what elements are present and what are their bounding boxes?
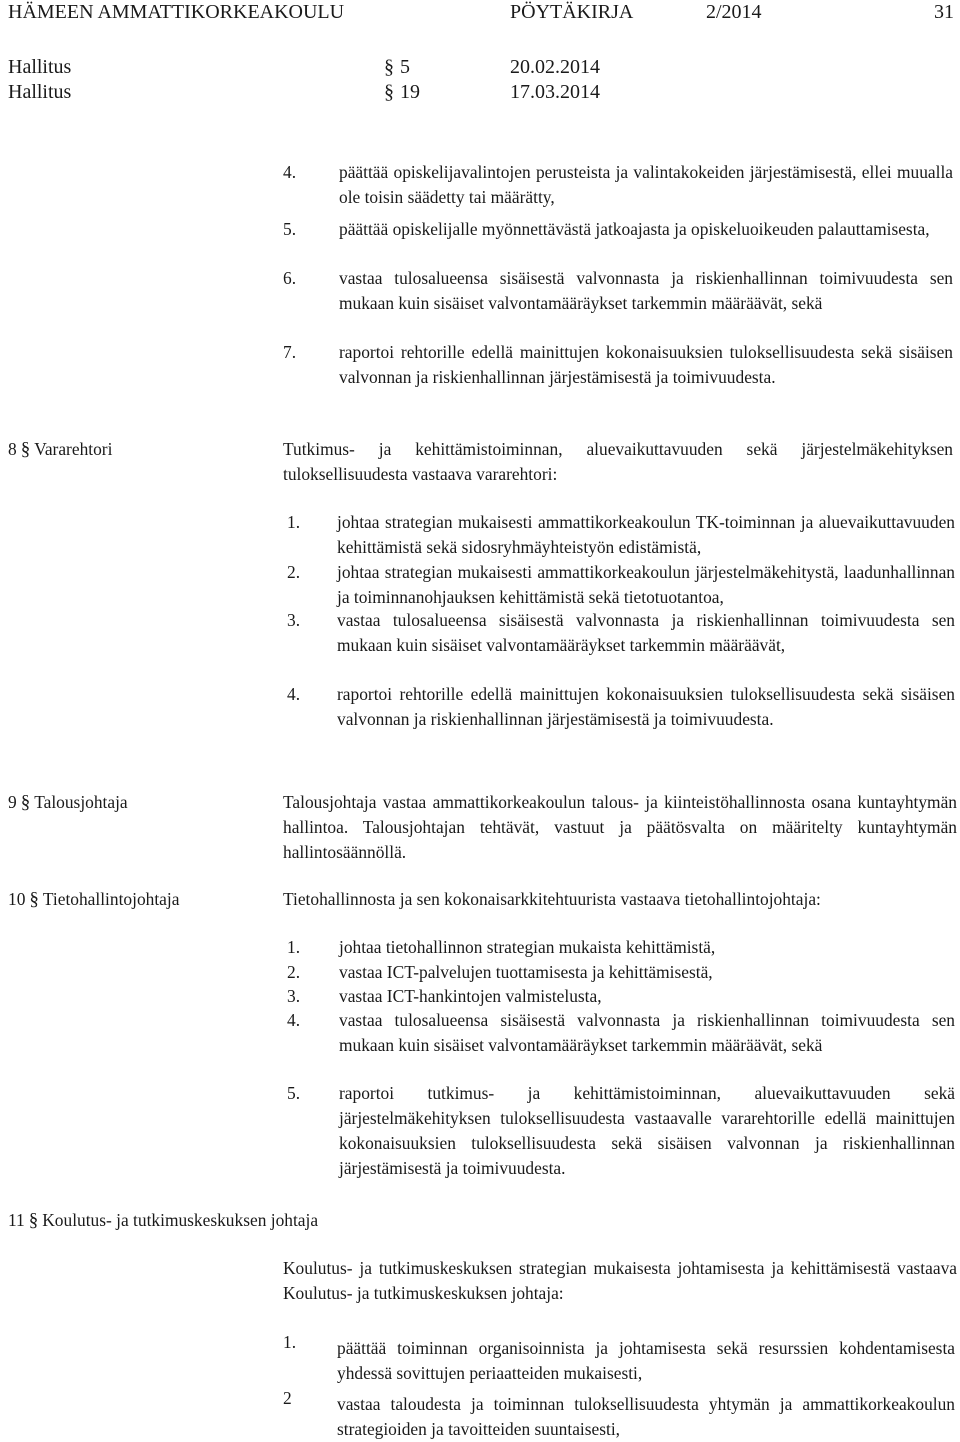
list-number: 6. — [283, 268, 297, 288]
section-heading-8 — [8, 437, 112, 462]
paragraph-mark: § — [384, 81, 394, 103]
section-text: Talousjohtaja vastaa ammattikorkeakoulun talous- ja kiinteistöhallinnosta osana kuntayhtymän hallintoa. Talousjohtajan tehtävät, vastuut ja päätösvalta on määritelty kuntayhtymän hallintosäännöllä. — [283, 792, 957, 862]
doc-type: PÖYTÄKIRJA — [510, 1, 634, 23]
section-title: Talousjohtaja — [34, 792, 128, 812]
list-item-text: raportoi rehtorille edellä mainittujen kokonaisuuksien tuloksellisuudesta sekä sisäisen valvonnan ja riskienhallinnan järjestämisestä ja toimivuudesta. — [339, 342, 953, 387]
list-number: 7. — [283, 342, 297, 362]
section-intro: Koulutus- ja tutkimuskeskuksen strategian mukaisesta johtamisesta ja kehittämisestä vastaava Koulutus- ja tutkimuskeskuksen johtaja: — [283, 1258, 957, 1303]
paragraph-mark: § — [20, 439, 31, 460]
meta-number: 19 — [400, 81, 420, 103]
list-item-text: vastaa tulosalueensa sisäisestä valvonnasta ja riskienhallinnan toimivuudesta sen mukaan kuin sisäiset valvontamääräykset tarkemmin määräävät, — [337, 610, 955, 655]
paragraph-mark: § — [28, 1210, 39, 1231]
section-heading-10 — [8, 887, 179, 912]
list-item-text: johtaa tietohallinnon strategian mukaista kehittämistä, — [339, 937, 716, 957]
meta-date: 20.02.2014 — [510, 56, 600, 78]
list-number: 5. — [283, 219, 297, 239]
page-number: 31 — [934, 1, 954, 23]
list-item-text: päättää opiskelijalle myönnettävästä jatkoajasta ja opiskeluoikeuden palauttamisesta, — [339, 219, 930, 239]
meta-number: 5 — [400, 56, 410, 78]
section-number: 10 — [8, 889, 26, 909]
list-number: 4. — [287, 1010, 301, 1030]
section-intro: Tutkimus- ja kehittämistoiminnan, aluevaikuttavuuden sekä järjestelmäkehityksen tuloksellisuudesta vastaava vararehtori: — [283, 439, 953, 484]
list-number: 2 — [283, 1388, 292, 1408]
list-number: 1. — [287, 937, 301, 957]
paragraph-mark: § — [29, 889, 39, 910]
section-number: 9 — [8, 792, 17, 812]
section-heading-11 — [8, 1208, 318, 1233]
section-heading-9 — [8, 790, 128, 815]
list-item-text: päättää opiskelijavalintojen perusteista ja valintakokeiden järjestämisestä, ellei muualla ole toisin säädetty tai määrätty, — [339, 162, 953, 207]
list-number: 1. — [283, 1332, 297, 1352]
list-item-text: raportoi tutkimus- ja kehittämistoiminnan, aluevaikuttavuuden sekä järjestelmäkehityksen tuloksellisuudesta vastaavalle vararehtorille edellä mainittujen kokonaisuuksien tuloksellisuudesta sekä sisäisen valvonnan ja riskienhallinnan järjestämisestä ja toimivuudesta. — [339, 1083, 955, 1178]
list-item-text: vastaa ICT-palvelujen tuottamisesta ja kehittämisestä, — [339, 962, 713, 982]
section-number: 11 — [8, 1210, 25, 1230]
list-item-text: vastaa tulosalueensa sisäisestä valvonnasta ja riskienhallinnan toimivuudesta sen mukaan kuin sisäiset valvontamääräykset tarkemmin määräävät, sekä — [339, 1010, 955, 1055]
list-item-text: päättää toiminnan organisoinnista ja johtamisesta sekä resurssien kohdentamisesta yhdessä sovittujen periaatteiden mukaisesti, — [337, 1338, 955, 1383]
meta-body: Hallitus — [8, 56, 72, 78]
section-title: Vararehtori — [34, 439, 113, 459]
list-item-text: johtaa strategian mukaisesti ammattikorkeakoulun järjestelmäkehitystä, laadunhallinnan ja toiminnanohjauksen kehittämistä sekä tietotuotantoa, — [337, 562, 955, 607]
list-item-text: vastaa ICT-hankintojen valmistelusta, — [339, 986, 602, 1006]
org-name: HÄMEEN AMMATTIKORKEAKOULU — [8, 1, 345, 23]
doc-number: 2/2014 — [706, 1, 762, 23]
paragraph-mark: § — [20, 792, 31, 813]
list-number: 5. — [287, 1083, 301, 1103]
meta-date: 17.03.2014 — [510, 81, 600, 103]
list-item-text: vastaa tulosalueensa sisäisestä valvonnasta ja riskienhallinnan toimivuudesta sen mukaan kuin sisäiset valvontamääräykset tarkemmin määräävät, sekä — [339, 268, 953, 313]
section-title: Koulutus- ja tutkimuskeskuksen johtaja — [42, 1210, 319, 1230]
list-number: 3. — [287, 986, 301, 1006]
list-number: 4. — [283, 162, 297, 182]
list-number: 2. — [287, 962, 301, 982]
list-item-text: vastaa taloudesta ja toiminnan tuloksellisuudesta yhtymän ja ammattikorkeakoulun strategioiden ja tavoitteiden suuntaisesti, — [337, 1394, 955, 1439]
section-title: Tietohallintojohtaja — [42, 889, 180, 909]
list-number: 3. — [287, 610, 301, 630]
section-number: 8 — [8, 439, 17, 459]
meta-body: Hallitus — [8, 81, 72, 103]
list-number: 1. — [287, 512, 301, 532]
section-intro: Tietohallinnosta ja sen kokonaisarkkitehtuurista vastaava tietohallintojohtaja: — [283, 889, 821, 909]
paragraph-mark: § — [384, 56, 394, 78]
list-number: 4. — [287, 684, 301, 704]
list-item-text: raportoi rehtorille edellä mainittujen kokonaisuuksien tuloksellisuudesta sekä sisäisen valvonnan ja riskienhallinnan järjestämisestä ja toimivuudesta. — [337, 684, 955, 729]
list-number: 2. — [287, 562, 301, 582]
list-item-text: johtaa strategian mukaisesti ammattikorkeakoulun TK-toiminnan ja aluevaikuttavuuden kehittämistä sekä sidosryhmäyhteistyön edistämistä, — [337, 512, 955, 557]
